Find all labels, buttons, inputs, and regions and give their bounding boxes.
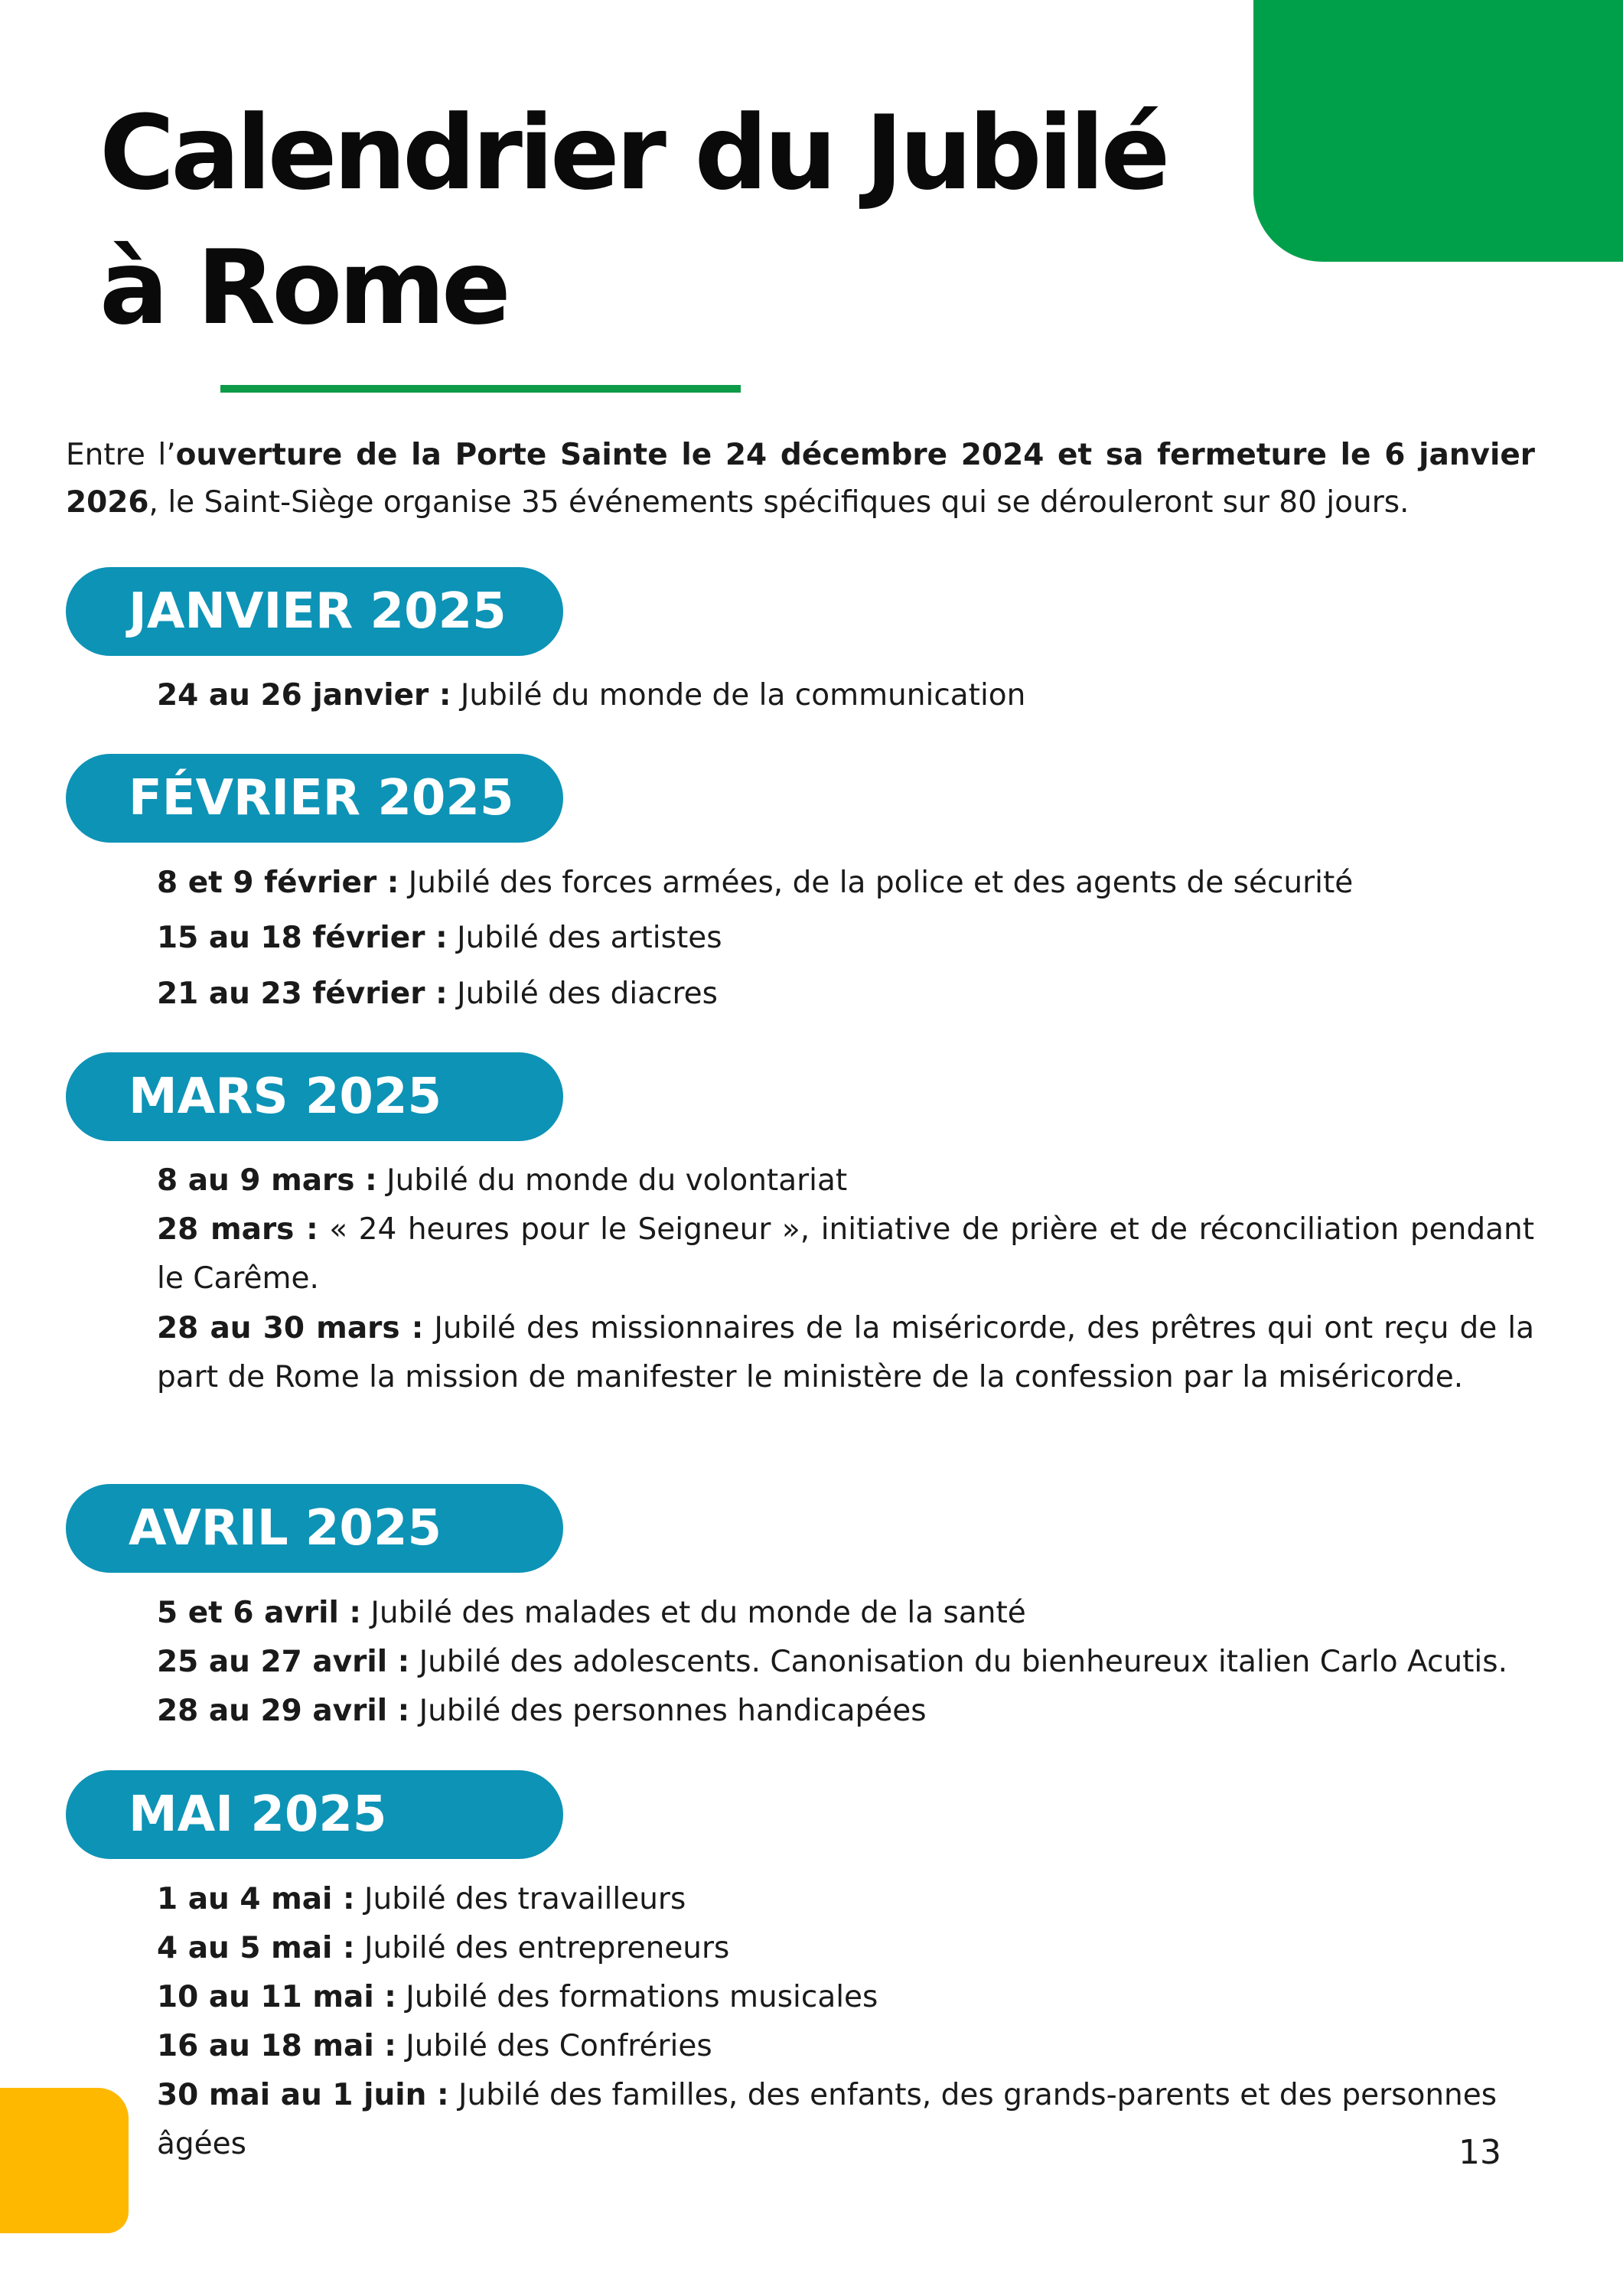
month-heading-fevrier: FÉVRIER 2025 [66, 754, 563, 843]
event-text: Jubilé des formations musicales [396, 1980, 878, 2014]
event-text: Jubilé des adolescents. Canonisation du bienheureux italien Carlo Acutis. [409, 1645, 1507, 1679]
event-item [157, 2022, 1534, 2071]
page-title-line-2: à Rome [99, 228, 507, 347]
title-underline [220, 385, 741, 393]
intro-after: , le Saint-Siège organise 35 événements spécifiques qui se dérouleront sur 80 jours. [148, 485, 1410, 520]
page-title [99, 86, 1166, 355]
event-date: 10 au 11 mai : [157, 1980, 396, 2014]
intro-bold: ouverture de la Porte Sainte le 24 décembre 2024 et sa fermeture le 6 janvier 2026 [66, 438, 1536, 520]
event-item [157, 1875, 1534, 1924]
month-heading-avril: AVRIL 2025 [66, 1484, 563, 1573]
event-text: Jubilé des entrepreneurs [354, 1931, 730, 1965]
event-text: Jubilé du monde du volontariat [376, 1163, 848, 1198]
event-text: Jubilé des diacres [447, 977, 718, 1011]
event-item [157, 1638, 1595, 1687]
month-heading-mars: MARS 2025 [66, 1052, 563, 1141]
event-item [157, 671, 1534, 720]
event-item [157, 1924, 1534, 1973]
yellow-corner-decoration [0, 2088, 129, 2233]
event-date: 28 au 29 avril : [157, 1694, 410, 1728]
event-text: Jubilé du monde de la communication [451, 678, 1026, 713]
event-date: 8 et 9 février : [157, 866, 399, 900]
intro-paragraph [66, 432, 1535, 527]
green-corner-decoration [1253, 0, 1623, 262]
event-item [157, 1687, 1534, 1736]
event-item [157, 1973, 1534, 2022]
event-date: 24 au 26 janvier : [157, 678, 451, 713]
event-date: 8 au 9 mars : [157, 1163, 377, 1198]
event-item [157, 1205, 1534, 1303]
event-date: 21 au 23 février : [157, 977, 448, 1011]
event-date: 25 au 27 avril : [157, 1645, 410, 1679]
event-date: 15 au 18 février : [157, 921, 448, 955]
event-item [157, 970, 1534, 1019]
event-text: « 24 heures pour le Seigneur », initiative de prière et de réconciliation pendant le Carême. [157, 1212, 1534, 1296]
event-date: 30 mai au 1 juin : [157, 2078, 449, 2112]
event-date: 28 mars : [157, 1212, 318, 1247]
event-text: Jubilé des personnes handicapées [409, 1694, 927, 1728]
page-title-line-1: Calendrier du Jubilé [99, 93, 1167, 213]
page-number: 13 [1458, 2133, 1501, 2172]
event-item [157, 859, 1534, 908]
event-text: Jubilé des familles, des enfants, des grands-parents et des personnes âgées [157, 2078, 1498, 2161]
month-heading-janvier: JANVIER 2025 [66, 567, 563, 656]
event-text: Jubilé des malades et du monde de la santé [360, 1596, 1026, 1630]
event-item [157, 914, 1534, 963]
event-item [157, 2071, 1595, 2169]
event-date: 16 au 18 mai : [157, 2029, 396, 2063]
event-text: Jubilé des forces armées, de la police et des agents de sécurité [399, 866, 1354, 900]
event-date: 1 au 4 mai : [157, 1882, 355, 1916]
event-item [157, 1589, 1534, 1638]
month-heading-mai: MAI 2025 [66, 1770, 563, 1859]
intro-before: Entre l’ [66, 438, 176, 472]
event-text: Jubilé des missionnaires de la miséricorde, des prêtres qui ont reçu de la part de Rome la mission de manifester le ministère de la confession par la miséricorde. [157, 1311, 1534, 1394]
event-item [157, 1304, 1534, 1402]
event-text: Jubilé des travailleurs [354, 1882, 686, 1916]
event-text: Jubilé des artistes [447, 921, 722, 955]
event-date: 28 au 30 mars : [157, 1311, 424, 1345]
event-date: 4 au 5 mai : [157, 1931, 355, 1965]
event-text: Jubilé des Confréries [396, 2029, 712, 2063]
event-date: 5 et 6 avril : [157, 1596, 361, 1630]
event-item [157, 1156, 1534, 1205]
